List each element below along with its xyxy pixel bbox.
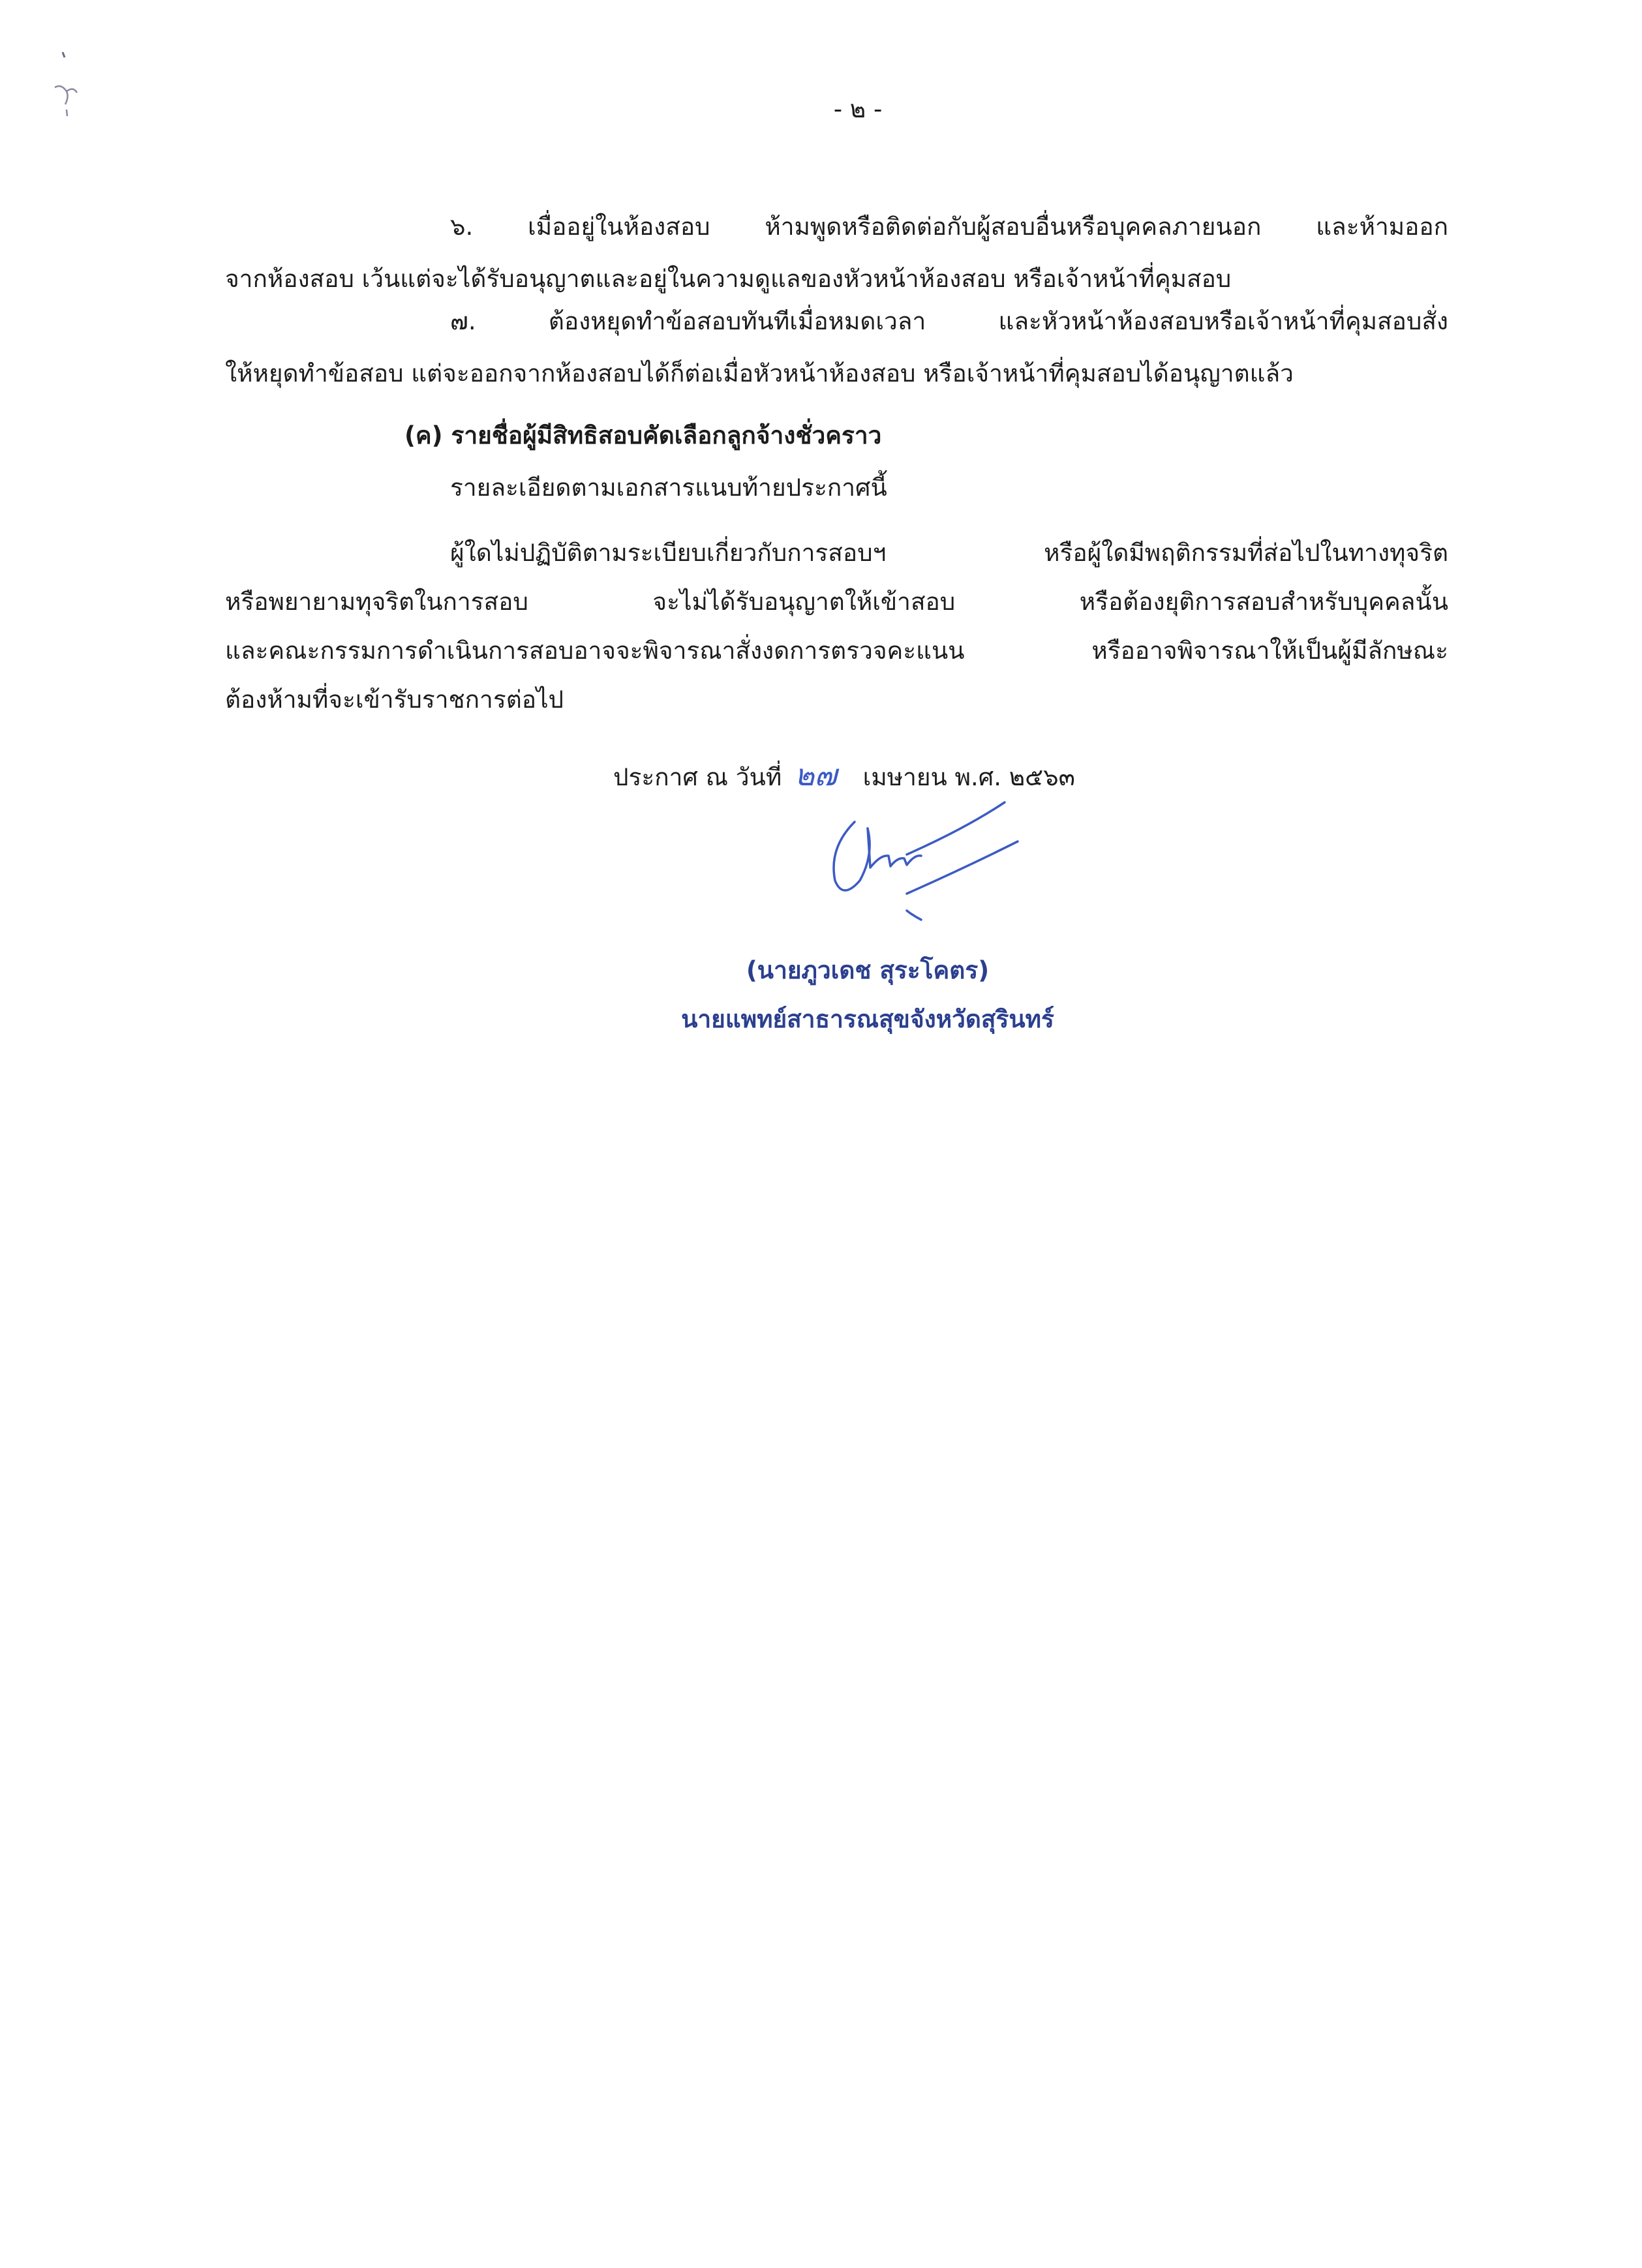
rule-7-line-2: ให้หยุดทำข้อสอบ แต่จะออกจากห้องสอบได้ก็ต่อเมื่อหัวหน้าห้องสอบ หรือเจ้าหน้าที่คุมสอบได้อนุญาตแล้ว — [225, 359, 1294, 387]
rule-6-line-1: ๖. เมื่ออยู่ในห้องสอบ ห้ามพูดหรือติดต่อกับผู้สอบอื่นหรือบุคคลภายนอก และห้ามออก — [450, 213, 1448, 241]
warning-line-4: ต้องห้ามที่จะเข้ารับราชการต่อไป — [225, 686, 564, 714]
warning-line-1: ผู้ใดไม่ปฏิบัติตามระเบียบเกี่ยวกับการสอบฯ หรือผู้ใดมีพฤติกรรมที่ส่อไปในทางทุจริต — [450, 539, 1448, 567]
section-c-heading: (ค) รายชื่อผู้มีสิทธิสอบคัดเลือกลูกจ้างชั่วคราว — [404, 421, 882, 449]
announcement-month-year: เมษายน พ.ศ. ๒๕๖๓ — [862, 763, 1075, 791]
signatory-position: นายแพทย์สาธารณสุขจังหวัดสุรินทร์ — [681, 1005, 1054, 1033]
rule-6-line-2: จากห้องสอบ เว้นแต่จะได้รับอนุญาตและอยู่ในความดูแลของหัวหน้าห้องสอบ หรือเจ้าหน้าที่คุมสอบ — [225, 265, 1232, 293]
section-c-detail: รายละเอียดตามเอกสารแนบท้ายประกาศนี้ — [450, 474, 887, 502]
announcement-prefix: ประกาศ ณ วันที่ — [613, 763, 782, 791]
warning-line-3: และคณะกรรมการดำเนินการสอบอาจจะพิจารณาสั่งงดการตรวจคะแนน หรืออาจพิจารณาให้เป็นผู้มีลักษณะ — [225, 637, 1448, 665]
rule-7-line-1: ๗. ต้องหยุดทำข้อสอบทันทีเมื่อหมดเวลา และหัวหน้าห้องสอบหรือเจ้าหน้าที่คุมสอบสั่ง — [450, 307, 1448, 335]
page-number: - ๒ - — [833, 95, 883, 123]
signatory-name: (นายภูวเดช สุระโคตร) — [746, 956, 990, 984]
pen-mark-icon — [47, 46, 86, 130]
warning-line-2: หรือพยายามทุจริตในการสอบ จะไม่ได้รับอนุญาตให้เข้าสอบ หรือต้องยุติการสอบสำหรับบุคคลนั้น — [225, 588, 1448, 616]
signature-icon — [809, 783, 1083, 952]
announcement-day: ๒๗ — [794, 757, 837, 793]
